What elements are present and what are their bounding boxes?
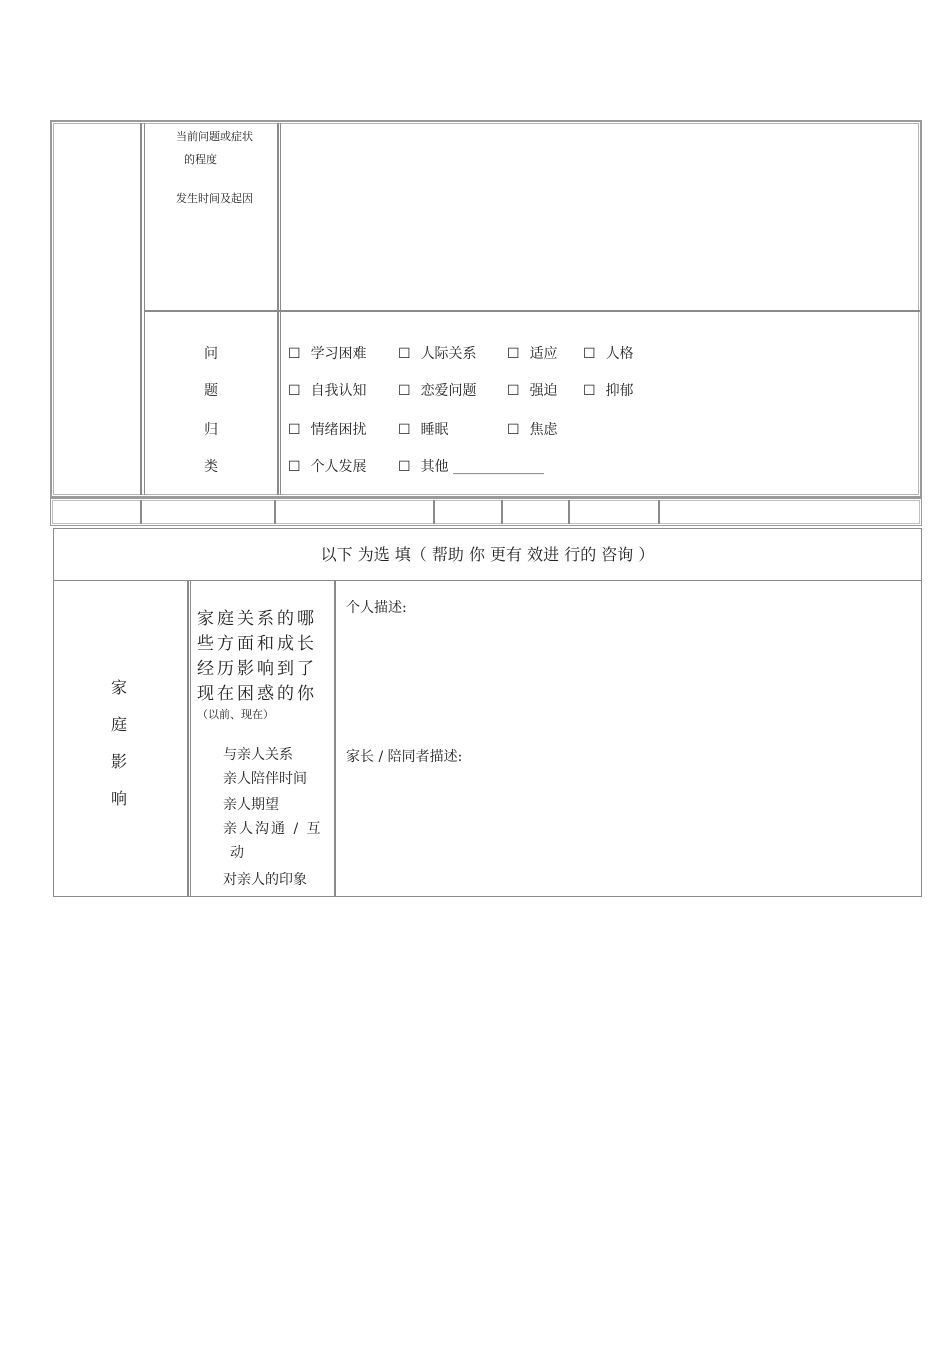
- upper-table-inner-border: [53, 123, 919, 495]
- category-label-2: 题: [204, 383, 218, 399]
- checkbox-icon[interactable]: ☐: [398, 422, 411, 438]
- checkbox-icon[interactable]: ☐: [288, 459, 301, 475]
- option-checkbox[interactable]: [398, 419, 449, 439]
- aspect-item: 亲人沟通 / 互: [223, 821, 323, 837]
- option-label: 强迫: [529, 383, 558, 399]
- option-label: 抑郁: [605, 383, 634, 399]
- family-label-2: 庭: [111, 715, 128, 734]
- option-checkbox[interactable]: [398, 343, 477, 363]
- checkbox-icon[interactable]: ☐: [398, 459, 411, 475]
- option-label: 其他: [420, 459, 449, 475]
- family-label-3: 影: [111, 752, 128, 771]
- checkbox-icon[interactable]: ☐: [288, 422, 301, 438]
- option-label: 个人发展: [310, 459, 367, 475]
- option-checkbox[interactable]: [507, 343, 558, 363]
- option-label: 人际关系: [420, 346, 477, 362]
- option-label: 学习困难: [310, 346, 367, 362]
- question-line-1: 家庭关系的哪: [197, 609, 317, 629]
- family-label-1: 家: [111, 678, 128, 697]
- aspect-item: 与亲人关系: [223, 747, 293, 763]
- other-blank[interactable]: _____________: [453, 459, 545, 475]
- question-note: （以前、现在）: [197, 708, 274, 721]
- checkbox-icon[interactable]: ☐: [583, 383, 596, 399]
- option-label: 焦虑: [529, 422, 558, 438]
- option-label: 自我认知: [310, 383, 367, 399]
- degree-label-line1: 当前问题或症状: [176, 130, 253, 143]
- checkbox-icon[interactable]: ☐: [288, 346, 301, 362]
- checkbox-icon[interactable]: ☐: [583, 346, 596, 362]
- aspect-item: 亲人陪伴时间: [223, 771, 307, 787]
- option-checkbox[interactable]: [288, 419, 367, 439]
- option-checkbox[interactable]: [507, 380, 558, 400]
- question-line-3: 经历影响到了: [197, 659, 317, 679]
- option-label: 适应: [529, 346, 558, 362]
- checkbox-icon[interactable]: ☐: [398, 383, 411, 399]
- option-checkbox[interactable]: [583, 380, 634, 400]
- optional-header: 以下 为选 填（ 帮助 你 更有 效进 行的 咨询 ）: [320, 545, 655, 564]
- aspect-item: 动: [230, 845, 244, 861]
- checkbox-icon[interactable]: ☐: [507, 422, 520, 438]
- question-line-4: 现在困惑的你: [197, 684, 317, 704]
- category-label-3: 归: [204, 422, 218, 438]
- aspect-item: 亲人期望: [223, 797, 279, 813]
- checkbox-icon[interactable]: ☐: [507, 346, 520, 362]
- parent-description-field[interactable]: [340, 770, 916, 890]
- category-label-4: 类: [204, 459, 218, 475]
- parent-description-label: 家长 / 陪同者描述:: [346, 749, 463, 765]
- checkbox-icon[interactable]: ☐: [507, 383, 520, 399]
- option-label: 睡眠: [420, 422, 449, 438]
- option-checkbox[interactable]: [398, 456, 544, 476]
- family-label-4: 响: [111, 789, 128, 808]
- option-checkbox[interactable]: [288, 456, 367, 476]
- option-checkbox[interactable]: [398, 380, 477, 400]
- personal-description-label: 个人描述:: [346, 600, 407, 616]
- option-label: 情绪困扰: [310, 422, 367, 438]
- option-checkbox[interactable]: [288, 380, 367, 400]
- personal-description-field[interactable]: [340, 620, 916, 738]
- checkbox-icon[interactable]: ☐: [398, 346, 411, 362]
- option-label: 恋爱问题: [420, 383, 477, 399]
- option-label: 人格: [605, 346, 634, 362]
- degree-label-line2: 的程度: [184, 153, 217, 166]
- checkbox-icon[interactable]: ☐: [288, 383, 301, 399]
- question-line-2: 些方面和成长: [197, 634, 317, 654]
- option-checkbox[interactable]: [583, 343, 634, 363]
- category-label-1: 问: [204, 346, 218, 362]
- onset-label: 发生时间及起因: [176, 192, 253, 205]
- option-checkbox[interactable]: [288, 343, 367, 363]
- option-checkbox[interactable]: [507, 419, 558, 439]
- aspect-item: 对亲人的印象: [223, 872, 307, 888]
